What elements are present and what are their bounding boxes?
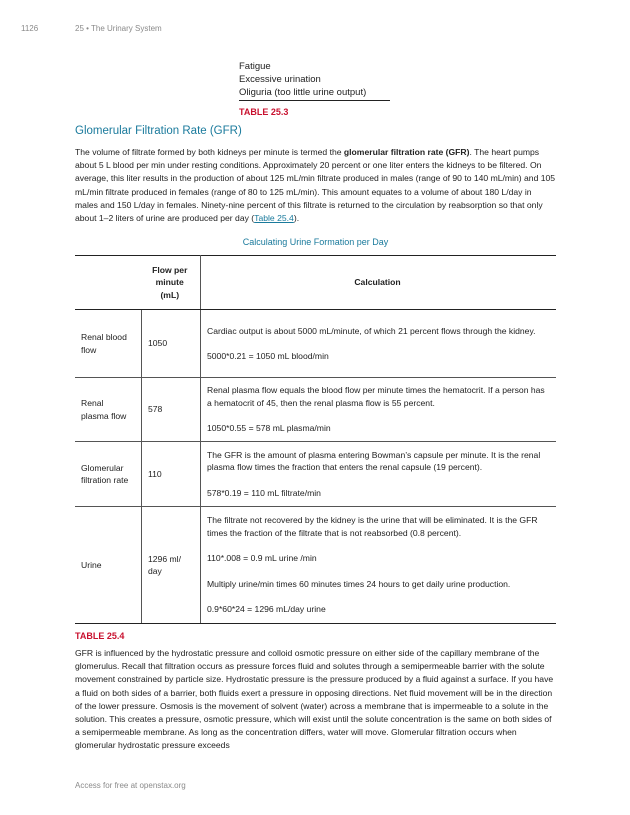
table-label-25-4: TABLE 25.4 [75,631,125,641]
urine-formation-table [75,255,556,624]
row-flow: 578 [142,378,201,442]
calc-text: Multiply urine/min times 60 minutes times 24 hours to get daily urine production. [207,578,511,589]
previous-table-row: Excessive urination [239,74,321,85]
row-calculation [201,507,557,624]
row-calculation [201,310,557,378]
para-text: The volume of filtrate formed by both kidneys per minute is termed the [75,147,344,157]
table-25-4-link[interactable]: Table 25.4 [254,213,294,224]
calc-formula: 0.9*60*24 = 1296 mL/day urine [207,604,326,615]
table-row [75,378,556,442]
calc-formula: 5000*0.21 = 1050 mL blood/min [207,351,329,361]
intro-paragraph [75,146,556,225]
table-header-calculation: Calculation [201,256,557,310]
table-header-flow: Flow per minute (mL) [142,256,201,310]
chapter-header: 25 • The Urinary System [75,24,162,33]
table-row [75,442,556,507]
calc-text: The GFR is the amount of plasma entering Bowman’s capsule per minute. It is the renal plasma flow times the fraction that enters the renal capsule (19 percent). [207,449,541,473]
table-label-25-3: TABLE 25.3 [239,107,289,117]
row-flow: 110 [142,442,201,507]
row-flow: 1050 [142,310,201,378]
calc-text: Cardiac output is about 5000 mL/minute, of which 21 percent flows through the kidney. [207,325,536,336]
para-text: . The heart pumps about 5 L blood per min under resting conditions. Approximately 20 percent or one liter enters the kidneys to be filtered. On average, this liter results in the production of about 125 mL/min filtrate produced in males (range of 90 to 140 mL/min) and 105 mL/min filtrate produced in females (range of 80 to 125 mL/min). This amount equates to a volume of about 180 L/day in males and 150 L/day in females. Ninety-nine percent of this filtrate is returned to the circulation by reabsorption so that only about 1–2 liters of urine are produced per day ( [75,147,556,224]
calc-formula: 578*0.19 = 110 mL filtrate/min [207,487,321,498]
body-paragraph: GFR is influenced by the hydrostatic pressure and colloid osmotic pressure on either side of the capillary membrane of the glomerulus. Recall that filtration occurs as pressure forces fluid and solutes through a semipermeable barrier with the solute movement constrained by particle size. Hydrostatic pressure is the pressure produced by a fluid against a surface. If you have a fluid on both sides of a barrier, both fluids exert a pressure in opposing directions. Net fluid movement will be in the direction of the lower pressure. Osmosis is the movement of solvent (water) across a membrane that is impermeable to a solute in the solution. This creates a pressure, osmotic pressure, which will exist until the solute concentration is the same on both sides of a semipermeable membrane. As long as the concentration differs, water will move. Glomerular filtration occurs when glomerular hydrostatic pressure exceeds [75,648,554,751]
table-row [75,310,556,378]
calc-formula: 1050*0.55 = 578 mL plasma/min [207,423,331,434]
table-header-blank [75,256,142,310]
previous-table-row: Oliguria (too little urine output) [239,86,390,101]
row-name: Glomerular filtration rate [75,442,142,507]
gfr-term: glomerular filtration rate (GFR) [343,147,470,157]
row-name: Renal blood flow [75,310,142,378]
section-heading: Glomerular Filtration Rate (GFR) [75,125,242,137]
calc-text: Renal plasma flow equals the blood flow per minute times the hematocrit. If a person has a hematocrit of 45, then the renal plasma flow is 55 percent. [207,385,545,408]
row-calculation [201,442,557,507]
previous-table-row: Fatigue [239,61,271,72]
para-text: ). [293,213,300,224]
row-name: Urine [75,507,142,624]
table-row [75,507,556,624]
row-name: Renal plasma flow [75,378,142,442]
calc-text: The filtrate not recovered by the kidney is the urine that will be eliminated. It is the GFR times the fraction of the filtrate that is not reabsorbed (0.8 percent). [207,515,538,538]
row-flow: 1296 ml/ day [142,507,201,624]
row-calculation [201,378,557,442]
calc-formula: 110*.008 = 0.9 mL urine /min [207,553,317,564]
table-caption: Calculating Urine Formation per Day [242,237,389,247]
previous-table-tail [239,60,390,101]
page-number: 1126 [21,24,39,33]
footer-link-text: Access for free at openstax.org [75,781,186,790]
